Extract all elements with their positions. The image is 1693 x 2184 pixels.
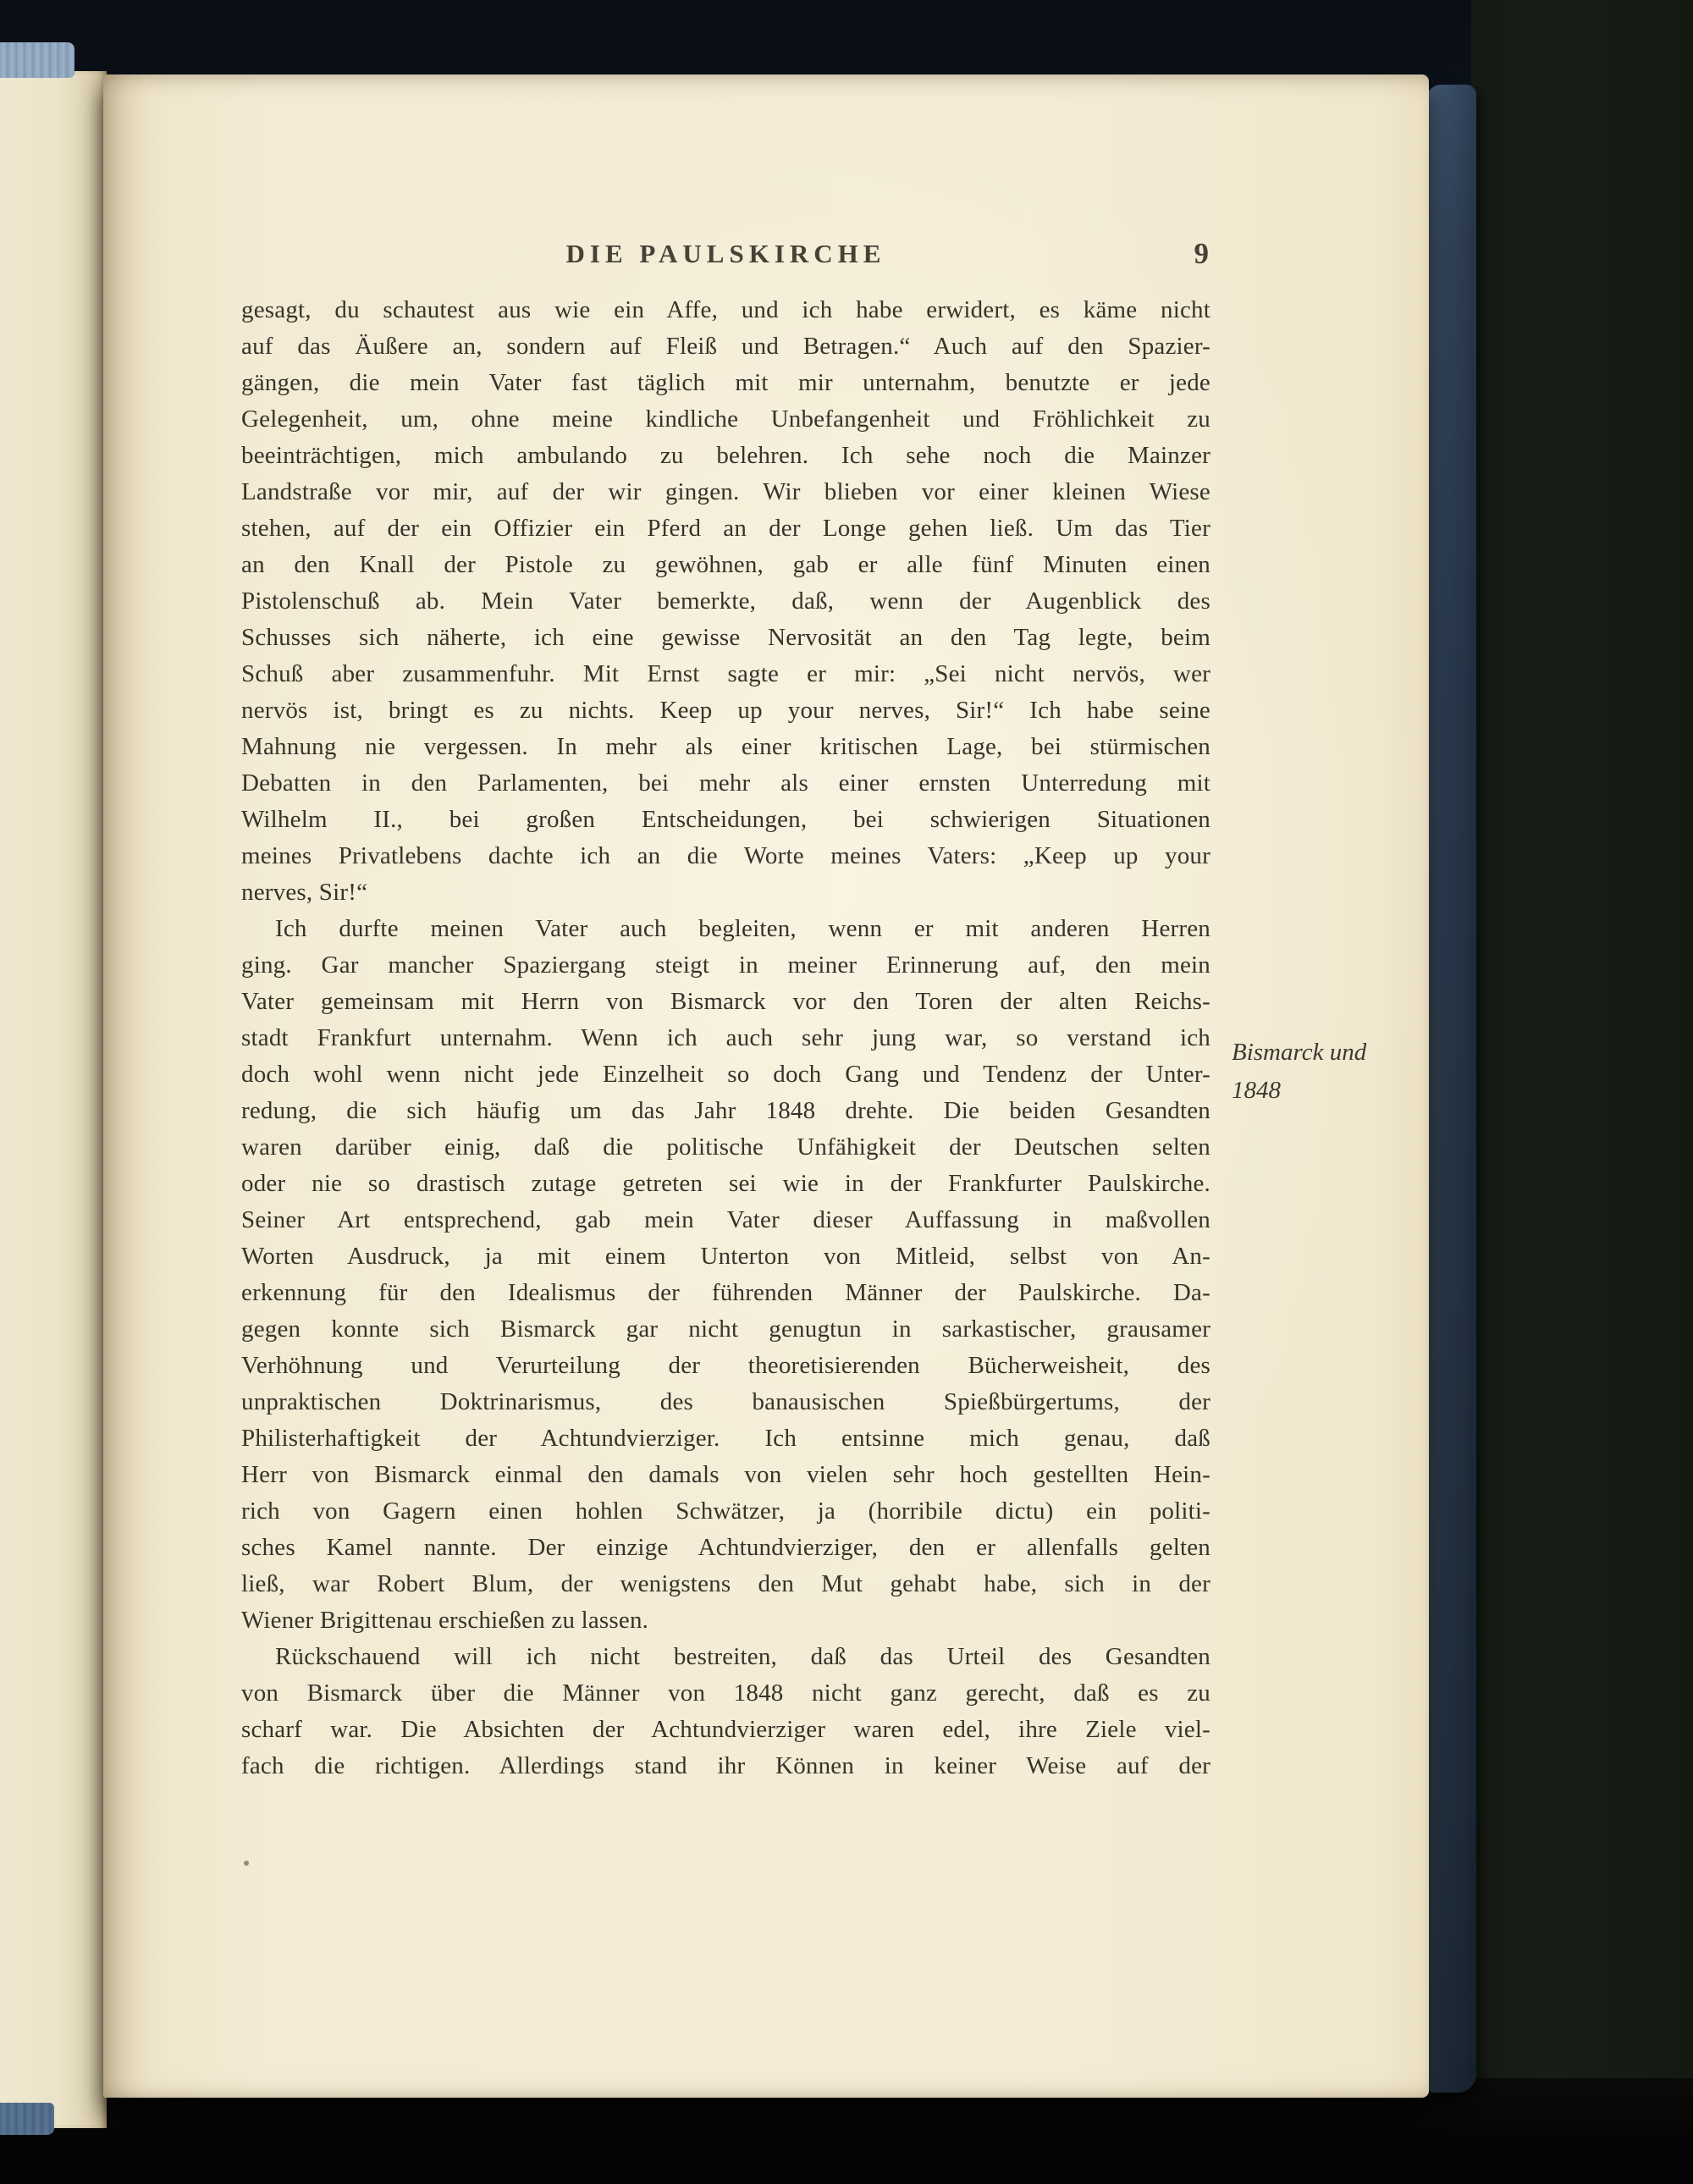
text-line: Verhöhnung und Verurteilung der theoretisierenden Bücherweisheit, des [241,1352,1210,1379]
endband-cloth-bottom-left [0,2103,54,2135]
text-line: Vater gemeinsam mit Herrn von Bismarck vor den Toren der alten Reichs- [241,988,1210,1015]
text-line: Schuß aber zusammenfuhr. Mit Ernst sagte er mir: „Sei nicht nervös, wer [241,660,1210,687]
margin-note-line: 1848 [1232,1077,1281,1104]
text-line: gegen konnte sich Bismarck gar nicht genugtun in sarkastischer, grausamer [241,1315,1210,1343]
text-line: Debatten in den Parlamenten, bei mehr als einer ernsten Unterredung mit [241,769,1210,797]
text-line: stadt Frankfurt unternahm. Wenn ich auch sehr jung war, so verstand ich [241,1024,1210,1051]
text-line: gesagt, du schautest aus wie ein Affe, und ich habe erwidert, es käme nicht [241,296,1210,323]
text-column [241,74,1210,2098]
text-line: Rückschauend will ich nicht bestreiten, daß das Urteil des Gesandten [275,1643,1210,1670]
text-line: stehen, auf der ein Offizier ein Pferd an der Longe gehen ließ. Um das Tier [241,515,1210,542]
text-line: an den Knall der Pistole zu gewöhnen, gab er alle fünf Minuten einen [241,551,1210,578]
ink-speck [244,1861,249,1866]
book-cover-edge-right [1427,85,1476,2093]
text-line: Wilhelm II., bei großen Entscheidungen, bei schwierigen Situationen [241,806,1210,833]
text-line: Philisterhaftigkeit der Achtundvierziger. Ich entsinne mich genau, daß [241,1425,1210,1452]
text-line: Landstraße vor mir, auf der wir gingen. Wir blieben vor einer kleinen Wiese [241,478,1210,505]
text-line: nerves, Sir!“ [241,879,368,906]
page-title: DIE PAULSKIRCHE [565,239,886,268]
background-right [1471,0,1693,2184]
text-line: waren darüber einig, daß die politische Unfähigkeit der Deutschen selten [241,1133,1210,1161]
text-line: Gelegenheit, um, ohne meine kindliche Unbefangenheit und Fröhlichkeit zu [241,405,1210,433]
margin-note-line: Bismarck und [1232,1039,1367,1066]
text-line: Mahnung nie vergessen. In mehr als einer kritischen Lage, bei stürmischen [241,733,1210,760]
text-line: von Bismarck über die Männer von 1848 nicht ganz gerecht, daß es zu [241,1679,1210,1707]
page-number: 9 [1194,237,1209,270]
text-line: Wiener Brigittenau erschießen zu lassen. [241,1607,649,1634]
text-line: Schusses sich näherte, ich eine gewisse Nervosität an den Tag legte, beim [241,624,1210,651]
text-line: unpraktischen Doktrinarismus, des banausischen Spießbürgertums, der [241,1388,1210,1415]
text-line: ließ, war Robert Blum, der wenigstens den Mut gehabt habe, sich in der [241,1570,1210,1597]
margin-note [1232,1034,1426,1110]
book-page [103,74,1429,2098]
text-line: sches Kamel nannte. Der einzige Achtundvierziger, den er allenfalls gelten [241,1534,1210,1561]
text-line: Seiner Art entsprechend, gab mein Vater dieser Auffassung in maßvollen [241,1206,1210,1233]
text-line: fach die richtigen. Allerdings stand ihr Können in keiner Weise auf der [241,1752,1210,1779]
text-line: beeinträchtigen, mich ambulando zu belehren. Ich sehe noch die Mainzer [241,442,1210,469]
text-line: gängen, die mein Vater fast täglich mit mir unternahm, benutzte er jede [241,369,1210,396]
text-line: oder nie so drastisch zutage getreten sei wie in der Frankfurter Paulskirche. [241,1170,1210,1197]
body-text [241,292,1210,1784]
text-line: nervös ist, bringt es zu nichts. Keep up your nerves, Sir!“ Ich habe seine [241,697,1210,724]
text-line: redung, die sich häufig um das Jahr 1848 drehte. Die beiden Gesandten [241,1097,1210,1124]
text-line: erkennung für den Idealismus der führenden Männer der Paulskirche. Da- [241,1279,1210,1306]
page-edge-stack-left [0,71,107,2128]
text-line: Ich durfte meinen Vater auch begleiten, wenn er mit anderen Herren [275,915,1210,942]
text-line: scharf war. Die Absichten der Achtundvierziger waren edel, ihre Ziele viel- [241,1716,1210,1743]
text-line: rich von Gagern einen hohlen Schwätzer, ja (horribile dictu) ein politi- [241,1497,1210,1525]
text-line: auf das Äußere an, sondern auf Fleiß und Betragen.“ Auch auf den Spazier- [241,333,1210,360]
endband-cloth-top-left [0,42,74,78]
text-line: Worten Ausdruck, ja mit einem Unterton von Mitleid, selbst von An- [241,1243,1210,1270]
text-line: doch wohl wenn nicht jede Einzelheit so doch Gang und Tendenz der Unter- [241,1061,1210,1088]
text-line: Pistolenschuß ab. Mein Vater bemerkte, daß, wenn der Augenblick des [241,587,1210,615]
text-line: meines Privatlebens dachte ich an die Worte meines Vaters: „Keep up your [241,842,1210,869]
running-head [241,239,1210,278]
text-line: ging. Gar mancher Spaziergang steigt in meiner Erinnerung auf, den mein [241,951,1210,979]
text-line: Herr von Bismarck einmal den damals von vielen sehr hoch gestellten Hein- [241,1461,1210,1488]
